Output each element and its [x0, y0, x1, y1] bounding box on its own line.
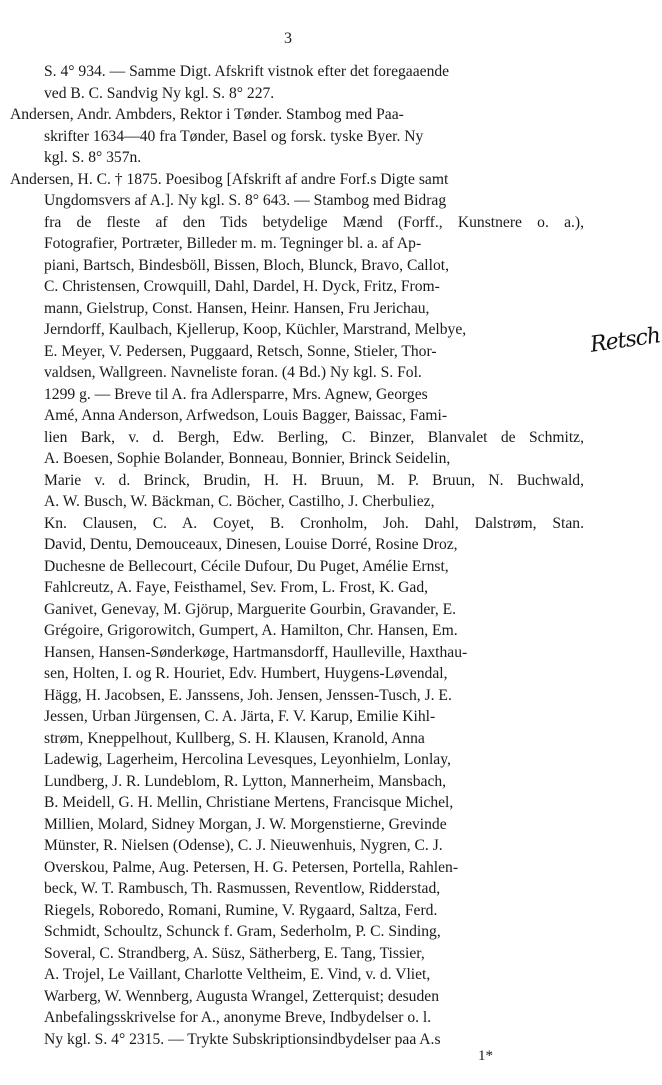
text-line: Kn. Clausen, C. A. Coyet, B. Cronholm, Joh. Dahl, Dalstrøm, Stan. [44, 514, 584, 532]
text-line: Hansen, Hansen-Sønderkøge, Hartmansdorff, Haulleville, Haxthau- [44, 643, 468, 661]
text-line: Jessen, Urban Jürgensen, C. A. Järta, F. V. Karup, Emilie Kihl- [44, 708, 436, 725]
text-line: mann, Gielstrup, Const. Hansen, Heinr. Hansen, Fru Jerichau, [44, 299, 430, 317]
text-line: C. Christensen, Crowquill, Dahl, Dardel, H. Dyck, Fritz, From- [44, 278, 440, 295]
text-line: Anbefalingsskrivelse for A., anonyme Breve, Indbydelser o. l. [44, 1009, 432, 1026]
text-line: David, Dentu, Demouceaux, Dinesen, Louise Dorré, Rosine Droz, [44, 536, 458, 553]
text-line: kgl. S. 8° 357n. [44, 149, 142, 166]
text-line: ved B. C. Sandvig Ny kgl. S. 8° 227. [44, 84, 275, 102]
text-line: valdsen, Wallgreen. Navneliste foran. (4 Bd.) Ny kgl. S. Fol. [44, 364, 422, 381]
text-line: Riegels, Roboredo, Romani, Rumine, V. Rygaard, Saltza, Ferd. [44, 901, 438, 919]
text-line: Lundberg, J. R. Lundeblom, R. Lytton, Mannerheim, Mansbach, [44, 772, 447, 790]
text-line: 1299 g. — Breve til A. fra Adlersparre, Mrs. Agnew, Georges [44, 385, 428, 403]
text-line: Andersen, H. C. † 1875. Poesibog [Afskrift af andre Forf.s Digte samt [10, 170, 449, 188]
text-line: skrifter 1634—40 fra Tønder, Basel og forsk. tyske Byer. Ny [44, 127, 424, 145]
text-line: Hägg, H. Jacobsen, E. Janssens, Joh. Jensen, Jenssen-Tusch, J. E. [44, 686, 452, 704]
text-line: Jerndorff, Kaulbach, Kjellerup, Koop, Küchler, Marstrand, Melbye, [44, 321, 467, 338]
text-line: A. Boesen, Sophie Bolander, Bonneau, Bonnier, Brinck Seidelin, [44, 450, 451, 467]
text-line: piani, Bartsch, Bindesböll, Bissen, Bloch, Blunck, Bravo, Callot, [44, 256, 449, 274]
text-line: Ny kgl. S. 4° 2315. — Trykte Subskriptionsindbydelser paa A.s [44, 1030, 441, 1048]
text-line: Schmidt, Schoultz, Schunck f. Gram, Sederholm, P. C. Sinding, [44, 923, 441, 940]
text-line: Millien, Molard, Sidney Morgan, J. W. Morgenstierne, Grevinde [44, 815, 447, 833]
text-line: Andersen, Andr. Ambders, Rektor i Tønder. Stambog med Paa- [10, 106, 404, 123]
text-line: A. W. Busch, W. Bäckman, C. Böcher, Castilho, J. Cherbuliez, [44, 493, 435, 510]
text-line: B. Meidell, G. H. Mellin, Christiane Mertens, Francisque Michel, [44, 794, 454, 811]
text-line: Ungdomsvers af A.]. Ny kgl. S. 8° 643. — Stambog med Bidrag [44, 192, 447, 209]
text-line: Duchesne de Bellecourt, Cécile Dufour, Du Puget, Amélie Ernst, [44, 557, 449, 575]
text-line: Grégoire, Grigorowitch, Gumpert, A. Hamilton, Chr. Hansen, Em. [44, 622, 458, 639]
text-line: Ganivet, Genevay, M. Gjörup, Marguerite Gourbin, Gravander, E. [44, 600, 457, 618]
text-line: beck, W. T. Rambusch, Th. Rasmussen, Reventlow, Ridderstad, [44, 880, 441, 897]
text-line: fra de fleste af den Tids betydelige Mænd (Forff., Kunstnere o. a.), [44, 213, 584, 231]
text-line: E. Meyer, V. Pedersen, Puggaard, Retsch, Sonne, Stieler, Thor- [44, 342, 437, 360]
text-line: Ladewig, Lagerheim, Hercolina Levesques, Leyonhielm, Lonlay, [44, 751, 451, 768]
page-number: 3 [284, 30, 292, 47]
text-line: Overskou, Palme, Aug. Petersen, H. G. Petersen, Portella, Rahlen- [44, 858, 459, 876]
text-line: S. 4° 934. — Samme Digt. Afskrift vistnok efter det foregaaende [44, 63, 450, 80]
text-line: Fahlcreutz, A. Faye, Feisthamel, Sev. From, L. Frost, K. Gad, [44, 579, 429, 596]
handwritten-margin-note: Retsch [588, 323, 662, 358]
text-line: Münster, R. Nielsen (Odense), C. J. Nieuwenhuis, Nygren, C. J. [44, 837, 443, 854]
text-line: Soveral, C. Strandberg, A. Süsz, Sätherberg, E. Tang, Tissier, [44, 944, 425, 962]
text-line: Amé, Anna Anderson, Arfwedson, Louis Bagger, Baissac, Fami- [44, 407, 448, 424]
text-line: Warberg, W. Wennberg, Augusta Wrangel, Zetterquist; desuden [44, 987, 439, 1005]
text-line: Marie v. d. Brinck, Brudin, H. H. Bruun, M. P. Bruun, N. Buchwald, [44, 471, 584, 489]
printer-signature-mark: 1* [478, 1048, 493, 1064]
text-line: A. Trojel, Le Vaillant, Charlotte Veltheim, E. Vind, v. d. Vliet, [44, 966, 431, 983]
text-line: Fotografier, Portræter, Billeder m. m. Tegninger bl. a. af Ap- [44, 235, 422, 252]
text-line: strøm, Kneppelhout, Kullberg, S. H. Klausen, Kranold, Anna [44, 729, 425, 747]
text-line: sen, Holten, I. og R. Houriet, Edv. Humbert, Huygens-Løvendal, [44, 665, 448, 682]
text-line: lien Bark, v. d. Bergh, Edw. Berling, C. Binzer, Blanvalet de Schmitz, [44, 428, 584, 446]
